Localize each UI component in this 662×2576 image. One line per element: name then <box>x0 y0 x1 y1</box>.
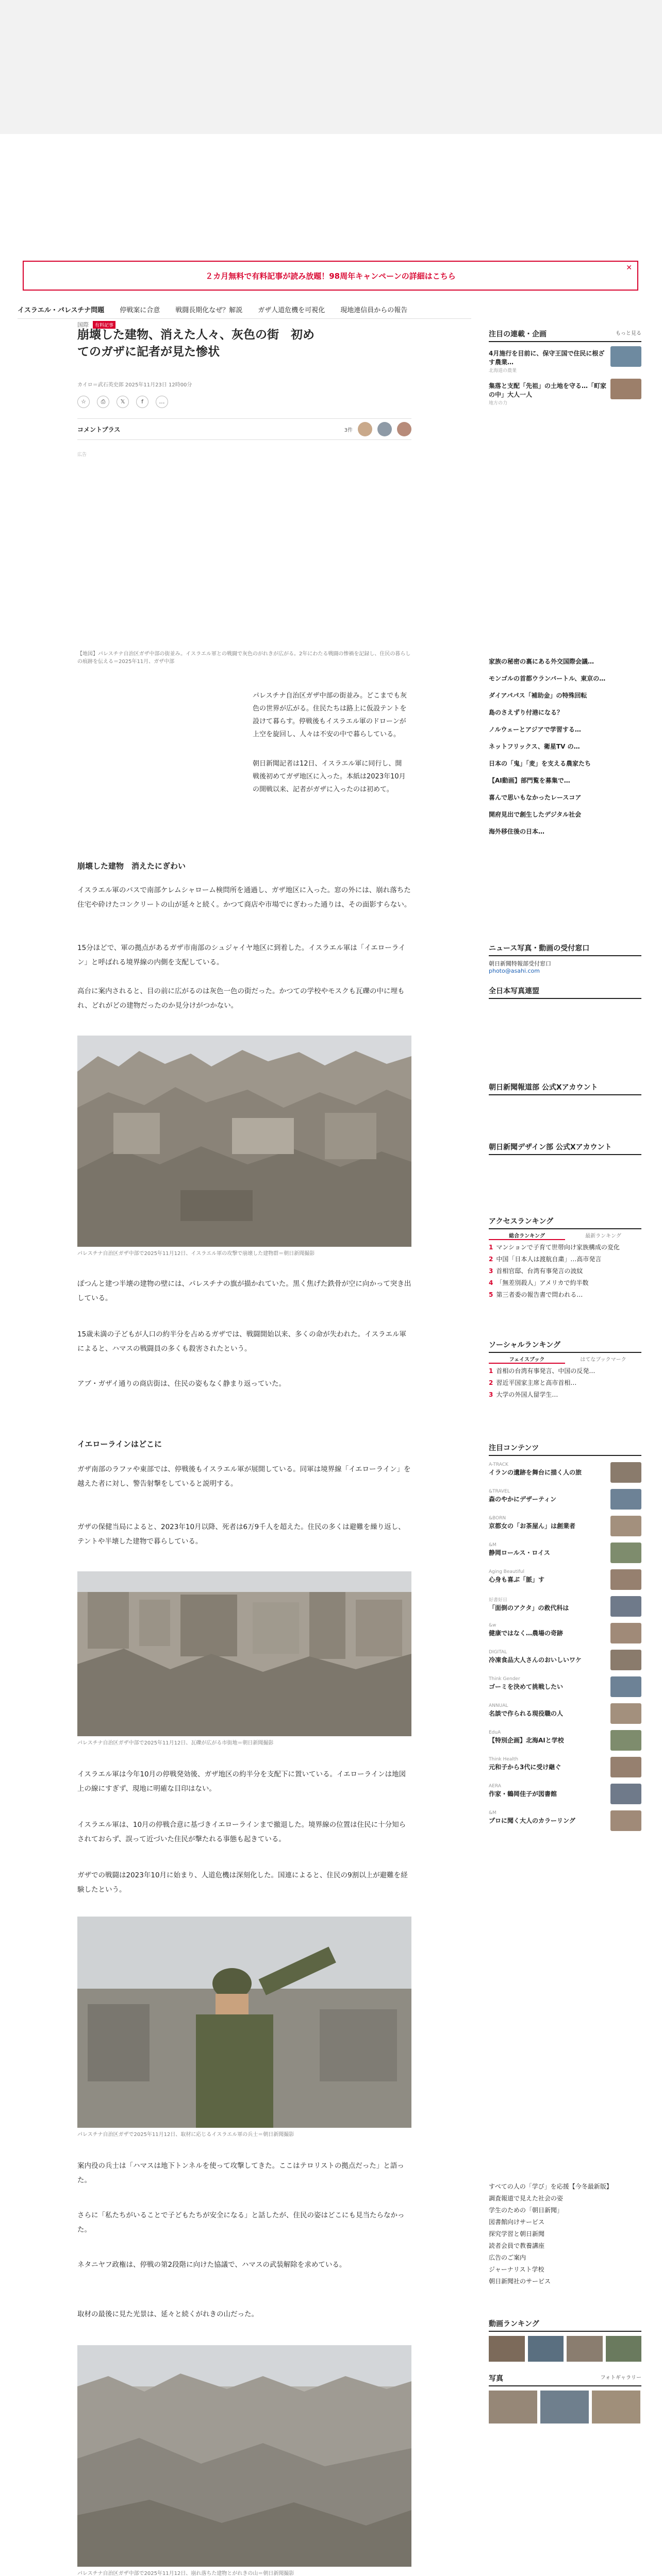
photo-thumbnail[interactable] <box>489 2391 537 2424</box>
article-paragraph: ガザ南部のラファや東部では、停戦後もイスラエル軍が展開している。同軍は境界線「イエローライン」を越えた者に対し、警告射撃をしていると説明する。 <box>77 1465 411 1488</box>
nav-item[interactable]: ガザ人道危機を可視化 <box>258 306 325 314</box>
content-item[interactable] <box>489 1810 641 1831</box>
video-thumbnail[interactable] <box>567 2336 603 2362</box>
thumbnail[interactable] <box>610 1730 641 1751</box>
content-item[interactable] <box>489 1569 641 1590</box>
bookmark-icon[interactable]: ☆ <box>77 396 90 408</box>
ranking-item[interactable]: 第三者委の報告書で問われる… <box>496 1291 583 1298</box>
article-title: 崩壊した建物、消えた人々、灰色の街 初めてのガザに記者が見た惨状 <box>77 328 315 359</box>
lead-caption: 【地図】パレスチナ自治区ガザ中部の街並み。イスラエル軍との戦闘で灰色のがれきが広がる。2年にわたる戦闘の惨禍を記録し、住民の暮らしの痕跡を伝える＝2025年11月、ガザ中部 <box>77 651 411 665</box>
tab-facebook[interactable]: フェイスブック <box>489 1355 565 1364</box>
content-title[interactable]: イランの遺跡を舞台に描く人の旅 <box>489 1469 582 1476</box>
photo-caption: パレスチナ自治区ガザ中部で2025年11月12日、瓦礫が広がる市街地＝朝日新聞撮影 <box>77 1740 274 1746</box>
thumbnail[interactable] <box>610 1596 641 1617</box>
content-item[interactable] <box>489 1676 641 1697</box>
nav-item[interactable]: 現地連信員からの報告 <box>340 306 408 314</box>
content-meta: &BORN <box>489 1516 506 1521</box>
ad-label: 広告 <box>77 452 87 457</box>
paid-badge: 有料記事 <box>93 321 115 329</box>
ranking-item[interactable]: マンションで子育て世帯向け家族構成の変化 <box>496 1244 620 1251</box>
news-email[interactable]: photo@asahi.com <box>489 968 540 974</box>
facebook-share-icon[interactable]: f <box>136 396 148 408</box>
thumbnail[interactable] <box>610 1489 641 1510</box>
photo-caption: パレスチナ自治区ガザ中部で2025年11月12日、崩れ落ちた建物とがれきの山＝朝日新聞撮影 <box>77 2571 294 2576</box>
article-paragraph: ガザでの戦闘は2023年10月に始まり、人道危機は深刻化した。国連によると、住民の9割以上が避難を経験したという。 <box>77 1871 408 1894</box>
article-paragraph: ぽつんと建つ半壊の建物の壁には、パレスチナの旗が描かれていた。黒く焦げた鉄骨が空に向かって突き出している。 <box>77 1280 411 1302</box>
nav-divider <box>18 318 471 319</box>
top-ad-area <box>0 0 662 134</box>
content-item[interactable] <box>489 1623 641 1643</box>
nav-item[interactable]: イスラエル・パレスチナ問題 <box>18 306 105 314</box>
list-item[interactable]: ダイアパパス「補助金」の特殊回転 <box>489 692 587 699</box>
featured-item[interactable]: 4月施行を目前に、保守王国で住民に根ざす農業… <box>489 350 605 366</box>
section-heading: イエローラインはどこに <box>77 1439 162 1449</box>
article-photo[interactable] <box>77 2345 411 2567</box>
inline-ad <box>77 448 411 634</box>
avatar <box>397 422 411 436</box>
content-meta: &M <box>489 1543 496 1548</box>
list-item[interactable]: 喜んで思いもなかったレースコア <box>489 794 582 801</box>
tab-total[interactable]: 総合ランキング <box>489 1231 565 1240</box>
lead-text: パレスチナ自治区ガザ中部の街並み。どこまでも灰色の世界が広がる。住民たちは路上に仮設テントを設けて暮らす。停戦後もイスラエル軍のドローンが上空を旋回し、人々は不安の中で暮らしている。 <box>253 692 407 738</box>
thumbnail[interactable] <box>610 1569 641 1590</box>
photo-caption: パレスチナ自治区ガザで2025年11月12日、取材に応じるイスラエル軍の兵士＝朝日新聞撮影 <box>77 2132 294 2138</box>
article-photo[interactable] <box>77 1036 411 1247</box>
content-item[interactable] <box>489 1703 641 1724</box>
sidebar-heading: 注目コンテンツ <box>489 1443 641 1456</box>
info-link[interactable]: 朝日新聞社のサービス <box>489 2278 551 2285</box>
thumbnail[interactable] <box>610 1784 641 1804</box>
thumbnail[interactable] <box>610 346 641 367</box>
video-thumbnail[interactable] <box>528 2336 564 2362</box>
article-paragraph: イスラエル軍のバスで南部ケレムシャローム検問所を通過し、ガザ地区に入った。窓の外には、崩れ落ちた住宅や砕けたコンクリートの山が延々と続く。かつて商店や市場でにぎわった通りは、その面影すらない。 <box>77 886 411 909</box>
content-item[interactable] <box>489 1730 641 1751</box>
info-link[interactable]: 探究学習と朝日新聞 <box>489 2230 545 2238</box>
promo-text: ２カ月無料で有料記事が読み放題！98周年キャンペーンの詳細はこちら <box>205 271 456 281</box>
sidebar-featured <box>489 329 641 406</box>
thumbnail[interactable] <box>610 1516 641 1536</box>
article-paragraph: 高台に案内されると、目の前に広がるのは灰色一色の街だった。かつての学校やモスクも瓦礫の中に埋もれ、どれがどの建物だったのか見分けがつかない。 <box>77 987 405 1010</box>
sidebar-heading[interactable]: 全日本写真連盟 <box>489 986 641 999</box>
list-item[interactable]: ノルウェーとアジアで学習する… <box>489 726 581 733</box>
content-meta: Aging Beautiful <box>489 1569 524 1574</box>
featured-meta: 北海道の農業 <box>489 368 517 374</box>
more-share-icon[interactable]: … <box>156 396 168 408</box>
article-paragraph: さらに「私たちがいることで子どもたちが安全になる」と話したが、住民の姿はどこにも見当たらなかった。 <box>77 2211 405 2234</box>
ranking-item[interactable]: 首相官邸、台湾有事発言の波紋 <box>496 1267 583 1275</box>
tab-hatena[interactable]: はてなブックマーク <box>580 1357 626 1363</box>
content-item[interactable] <box>489 1543 641 1563</box>
article-paragraph: 15歳未満の子どもが人口の約半分を占めるガザでは、戦闘開始以来、多くの命が失われた。イスラエル軍によると、ハマスの戦闘員の多くも殺害されたという。 <box>77 1330 407 1353</box>
content-title[interactable]: 京都女の「お茶屋ん」は創業者 <box>489 1522 576 1530</box>
print-icon[interactable]: ⎙ <box>97 396 109 408</box>
thumbnail[interactable] <box>610 1676 641 1697</box>
article-paragraph: ガザの保健当局によると、2023年10月以降、死者は6万9千人を超えた。住民の多くは避難を繰り返し、テントや半壊した建物で暮らしている。 <box>77 1523 405 1546</box>
breadcrumb[interactable]: 国際 <box>77 321 89 328</box>
article-photo[interactable] <box>77 1917 411 2128</box>
sidebar-news-desk <box>489 943 641 999</box>
sidebar-heading: 動画ランキング <box>489 2318 641 2332</box>
photo-thumbnail[interactable] <box>592 2391 640 2424</box>
thumbnail[interactable] <box>610 1462 641 1483</box>
sidebar-heading[interactable]: 朝日新聞報道部 公式Xアカウント <box>489 1082 641 1095</box>
ranking-item[interactable]: 大学の外国人留学生… <box>496 1391 558 1398</box>
news-sub[interactable]: 朝日新聞特報部受付窓口 <box>489 960 551 967</box>
article-paragraph: イスラエル軍は、10月の停戦合意に基づきイエローラインまで撤退した。境界線の位置は住民に十分知らされておらず、誤って近づいた住民が撃たれる事態も起きている。 <box>77 1821 406 1843</box>
section-heading: 崩壊した建物 消えたにぎわい <box>77 861 186 871</box>
sidebar-heading[interactable]: 朝日新聞デザイン部 公式Xアカウント <box>489 1142 641 1155</box>
topic-nav <box>18 302 407 316</box>
comment-plus-label: コメントプラス <box>77 426 121 433</box>
thumbnail[interactable] <box>610 379 641 399</box>
featured-meta: 地方の力 <box>489 401 508 406</box>
content-meta: AERA <box>489 1784 501 1789</box>
sidebar-social-ranking: ソーシャルランキング フェイスブック はてなブックマーク 1 首相の台湾有事発言、中国の反発… 2 習近平国家主席と高市首相… 3 大学の外国人留学生… <box>489 1340 641 1399</box>
list-item[interactable]: 家族の秘密の裏にある外交国際会議… <box>489 658 594 665</box>
close-icon[interactable]: ✕ <box>626 264 632 272</box>
sidebar-info <box>489 2179 641 2286</box>
article-paragraph: アブ・ガザイ通りの商店街は、住民の姿もなく静まり返っていた。 <box>77 1380 286 1388</box>
thumbnail[interactable] <box>610 1543 641 1563</box>
content-title[interactable]: プロに聞く大人のカラーリング <box>489 1817 575 1824</box>
byline <box>77 380 192 388</box>
video-thumbnail[interactable] <box>489 2336 525 2362</box>
sidebar-heading: 注目の連載・企画 <box>489 330 547 338</box>
share-bar <box>77 396 168 408</box>
comment-plus-bar[interactable] <box>77 418 411 440</box>
thumbnail[interactable] <box>610 1810 641 1831</box>
content-meta: 好書好日 <box>489 1598 508 1603</box>
info-link[interactable]: 広告のご案内 <box>489 2254 526 2261</box>
content-title[interactable]: 冷凍食品大人さんのおいしいワケ <box>489 1656 582 1664</box>
video-thumbnail[interactable] <box>606 2336 642 2362</box>
thumbnail[interactable] <box>610 1623 641 1643</box>
publish-date: 2025年11月23日 12時00分 <box>125 382 192 388</box>
article-photo[interactable] <box>77 1571 411 1736</box>
content-item[interactable] <box>489 1784 641 1804</box>
more-link[interactable]: フォトギャラリー <box>600 2375 641 2381</box>
list-item[interactable]: ネットフリックス、衛星TV の… <box>489 743 580 750</box>
list-item[interactable]: 海外移住後の日本… <box>489 828 545 835</box>
info-link[interactable]: 調査報道で見えた社会の姿 <box>489 2195 564 2202</box>
content-title[interactable]: 【特別企画】北海AIと学校 <box>489 1737 564 1744</box>
list-item[interactable]: モンゴルの首都ウランバートル、東京の… <box>489 675 606 682</box>
nav-item[interactable]: 停戦案に合意 <box>120 306 160 314</box>
thumbnail[interactable] <box>610 1757 641 1777</box>
content-item[interactable] <box>489 1596 641 1617</box>
content-meta: Think Health <box>489 1757 519 1762</box>
content-title[interactable]: 静岡ロールス・ロイス <box>489 1549 550 1556</box>
info-link[interactable]: 図書館向けサービス <box>489 2218 545 2226</box>
article-paragraph: イスラエル軍は今年10月の停戦発効後、ガザ地区の約半分を支配下に置いている。イエローラインは地図上の線にすぎず、現地に明確な目印はない。 <box>77 1770 406 1793</box>
list-item[interactable]: 日本の「鬼」「麦」を支える農家たち <box>489 760 591 767</box>
sidebar-contents <box>489 1443 641 1831</box>
comment-count: 3件 <box>344 427 353 433</box>
photo-caption: パレスチナ自治区ガザ中部で2025年11月12日、イスラエル軍の攻撃で崩壊した建物群＝朝日新聞撮影 <box>77 1251 315 1257</box>
ranking-item[interactable]: 中国「日本人は渡航自粛」…高市発言 <box>496 1256 602 1263</box>
content-title[interactable]: 作家・鶴岡佳子が図書館 <box>489 1790 557 1798</box>
content-meta: &w <box>489 1623 496 1628</box>
sidebar-ranking: アクセスランキング 総合ランキング 最新ランキング 1 マンションで子育て世帯向け家族構成の変化 2 中国「日本人は渡航自粛」…高市発言 3 首相官邸、台湾有事発言の波紋 4 「無差別殺人」アメリカで約半数 5 第三者委の報告書で問われる… <box>489 1216 641 1299</box>
x-share-icon[interactable]: 𝕏 <box>117 396 129 408</box>
info-link[interactable]: ジャーナリスト学校 <box>489 2266 544 2273</box>
content-meta: ANNUAL <box>489 1703 508 1708</box>
ranking-item[interactable]: 首相の台湾有事発言、中国の反発… <box>496 1367 595 1375</box>
content-meta: DIGITAL <box>489 1650 507 1655</box>
photo-thumbnail[interactable] <box>540 2391 589 2424</box>
content-title[interactable]: 元和子から3代に受け継ぐ <box>489 1764 561 1771</box>
content-item[interactable] <box>489 1516 641 1536</box>
list-item[interactable]: 【AI動画】部門覧を募集で… <box>489 777 570 784</box>
content-title[interactable]: 森のやかにデザーティン <box>489 1496 557 1503</box>
content-meta: &M <box>489 1810 496 1816</box>
content-title[interactable]: ゴーミを決めて挑戦したい <box>489 1683 564 1690</box>
content-title[interactable]: 健康ではなく…農場の奇跡 <box>489 1630 564 1637</box>
sidebar-heading: 写真 <box>489 2375 503 2383</box>
sidebar-heading: ソーシャルランキング <box>489 1340 641 1353</box>
info-link[interactable]: 学生のための「朝日新聞」 <box>489 2207 564 2214</box>
content-title[interactable]: 心身も喜ぶ「脈」す <box>489 1576 545 1583</box>
sidebar-heading: アクセスランキング <box>489 1216 641 1229</box>
content-meta: A-TRACK <box>489 1462 508 1467</box>
article-paragraph: ネタニヤフ政権は、停戦の第2段階に向けた協議で、ハマスの武装解除を求めている。 <box>77 2261 346 2269</box>
ranking-item[interactable]: 「無差別殺人」アメリカで約半数 <box>496 1279 589 1286</box>
article-paragraph: 15分ほどで、軍の拠点があるガザ市南部のシュジャイヤ地区に到着した。イスラエル軍は「イエローライン」と呼ばれる境界線の内側を支配している。 <box>77 944 406 967</box>
tab-latest[interactable]: 最新ランキング <box>585 1233 621 1239</box>
featured-item[interactable]: 集落と支配「先祖」の土地を守る…「町家の中」大人一人 <box>489 382 607 398</box>
avatar <box>358 422 372 436</box>
article-paragraph: 取材の最後に見た光景は、延々と続くがれきの山だった。 <box>77 2310 258 2318</box>
sidebar-list <box>489 654 641 836</box>
lead-text: 朝日新聞記者は12日、イスラエル軍に同行し、開戦後初めてガザ地区に入った。本紙は2023年10月の開戦以来、記者がガザに入ったのは初めて。 <box>253 760 406 793</box>
content-meta: Think Gender <box>489 1676 520 1682</box>
list-item[interactable]: 島のさえずり付港になる？ <box>489 709 564 716</box>
sidebar-heading: ニュース写真・動画の受付窓口 <box>489 943 641 956</box>
more-link[interactable]: もっと見る <box>616 331 641 336</box>
promo-banner[interactable] <box>23 261 638 291</box>
sidebar-sns <box>489 1082 641 1155</box>
content-title[interactable]: 「面倒のアクタ」の救代科は <box>489 1604 569 1612</box>
nav-item[interactable]: 戦闘長期化なぜ？解説 <box>175 306 243 314</box>
content-meta: EduA <box>489 1730 501 1735</box>
content-title[interactable]: 名談で作られる現役職の人 <box>489 1710 564 1717</box>
thumbnail[interactable] <box>610 1703 641 1724</box>
thumbnail[interactable] <box>610 1650 641 1670</box>
avatar <box>377 422 392 436</box>
author-name[interactable]: カイロ＝武石英史郎 <box>77 382 124 388</box>
sidebar-video-ranking <box>489 2318 641 2424</box>
info-link[interactable]: すべての人の「学び」を応援【今冬最新版】 <box>489 2183 613 2190</box>
content-item[interactable] <box>489 1757 641 1777</box>
article-paragraph: 案内役の兵士は「ハマスは地下トンネルを使って攻撃してきた。ここはテロリストの拠点だった」と語った。 <box>77 2162 404 2184</box>
content-item[interactable] <box>489 1462 641 1483</box>
content-meta: &TRAVEL <box>489 1489 510 1494</box>
info-link[interactable]: 読者会員で教養講座 <box>489 2242 545 2249</box>
ranking-item[interactable]: 習近平国家主席と高市首相… <box>496 1379 577 1386</box>
content-item[interactable] <box>489 1650 641 1670</box>
content-item[interactable] <box>489 1489 641 1510</box>
list-item[interactable]: 開府見出で創生したデジタル社会 <box>489 811 582 818</box>
sidebar-ad <box>489 443 641 598</box>
